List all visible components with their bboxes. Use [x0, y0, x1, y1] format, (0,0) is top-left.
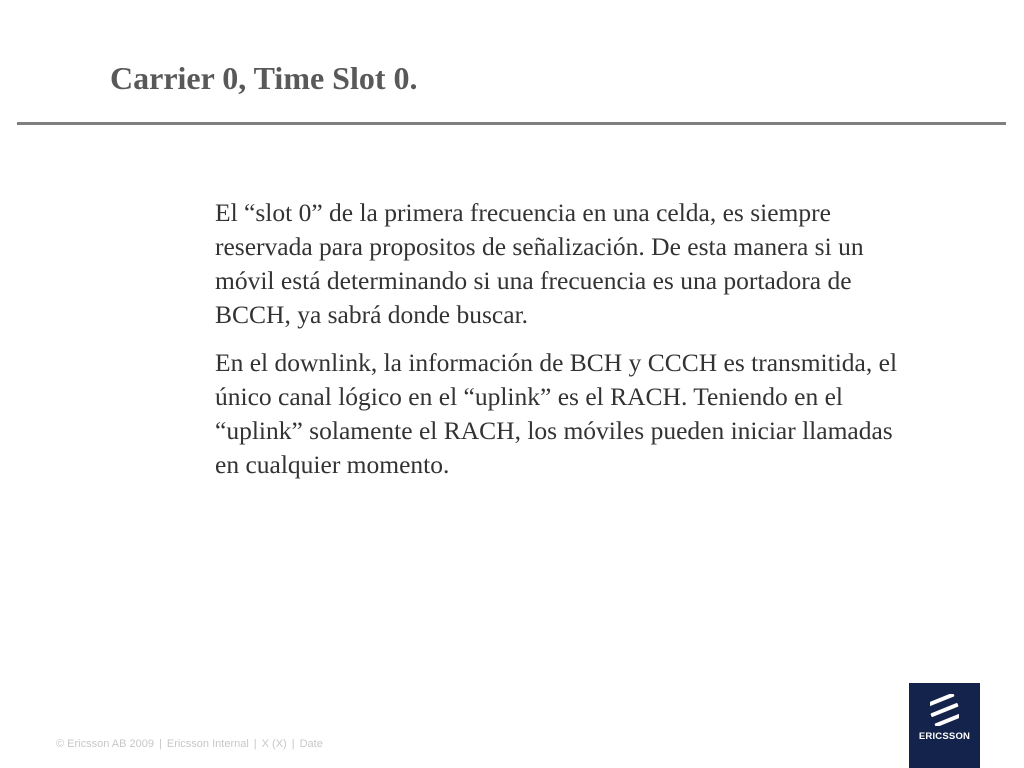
ericsson-logo [909, 683, 980, 768]
slide-body [215, 196, 915, 496]
footer-classification: Ericsson Internal [166, 738, 249, 750]
paragraph-slot0: El “slot 0” de la primera frecuencia en una celda, es siempre reservada para propositos de señalización. De esta manera si un móvil está determinando si una frecuencia es una portadora de BCCH, ya sabrá donde buscar. [215, 198, 864, 329]
paragraph-downlink: En el downlink, la información de BCH y CCCH es transmitida, el único canal lógico en el “uplink” es el RACH. Teniendo en el “uplink” solamente el RACH, los móviles pueden iniciar llamadas en cualquier momento. [215, 348, 898, 479]
logo-wordmark: ERICSSON [918, 731, 971, 742]
footer-page: X (X) [261, 738, 287, 750]
footer-date: Date [299, 738, 323, 750]
footer-separator: | [253, 738, 257, 750]
title-divider [17, 122, 1006, 125]
footer-separator: | [291, 738, 295, 750]
slide-footer [56, 737, 323, 751]
ericsson-logo-icon [930, 694, 959, 726]
slide-title: Carrier 0, Time Slot 0. [110, 60, 418, 96]
footer-copyright: © Ericsson AB 2009 [56, 738, 154, 750]
footer-separator: | [159, 738, 162, 750]
